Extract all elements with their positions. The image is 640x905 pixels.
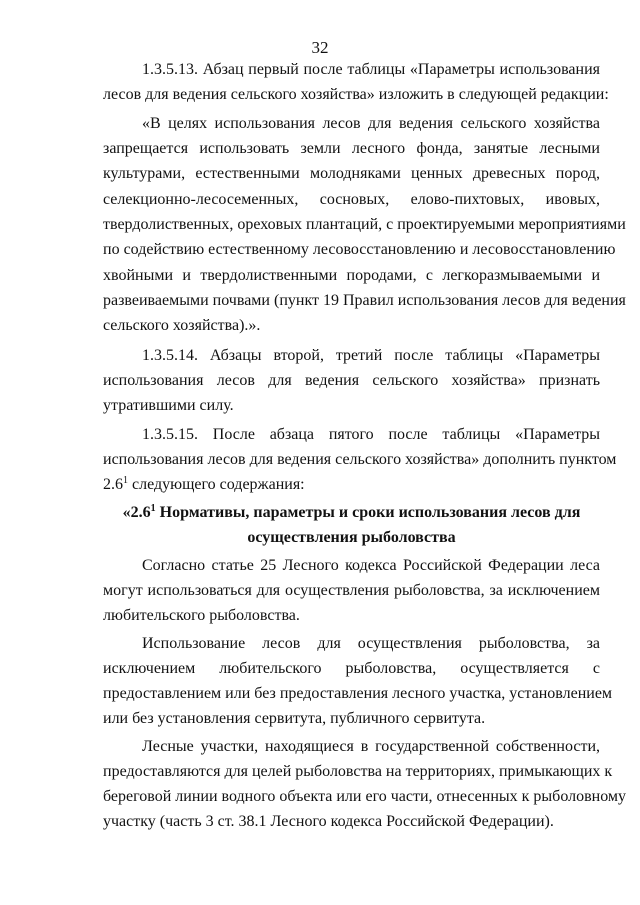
text-line: селекционно-лесосеменных, сосновых, елово-пихтовых, ивовых, [103,191,600,208]
text-line: 1.3.5.14. Абзацы второй, третий после таблицы «Параметры [142,347,600,364]
section-heading [103,503,600,523]
text-line: сельского хозяйства).». [103,317,261,334]
point-number: 2.6 [103,476,123,493]
heading-number: «2.6 [122,504,151,521]
text-line: развеиваемыми почвами (пункт 19 Правил использования лесов для ведения [103,292,626,309]
text-line: могут использоваться для осуществления рыболовства, за исключением [103,582,600,599]
text-line: предоставлением или без предоставления лесного участка, установлением [103,685,613,702]
text-line: Согласно статье 25 Лесного кодекса Российской Федерации леса [142,557,600,574]
text-line: культурами, естественными молодняками ценных древесных пород, [103,165,600,182]
text-line: по содействию естественному лесовосстановлению и лесовосстановлению [103,241,616,258]
text-line: береговой линии водного объекта или его части, отнесенных к рыболовному [103,788,627,805]
line-text: следующего содержания: [128,476,305,493]
superscript: 1 [150,503,156,514]
text-line: или без установления сервитута, публичного сервитута. [103,710,486,727]
section-heading-continued: осуществления рыболовства [247,529,456,546]
text-line: лесов для ведения сельского хозяйства» изложить в следующей редакции: [103,86,609,103]
text-line: 1.3.5.13. Абзац первый после таблицы «Параметры использования [142,61,600,78]
heading-text: Нормативы, параметры и сроки использования лесов для [155,504,581,521]
text-line: любительского рыболовства. [103,607,300,624]
text-line: запрещается использовать земли лесного фонда, занятые лесными [103,140,600,157]
text-line: участку (часть 3 ст. 38.1 Лесного кодекса Российской Федерации). [103,813,554,830]
text-line: исключением любительского рыболовства, осуществляется с [103,660,600,677]
text-line: использования лесов для ведения сельского хозяйства» признать [103,372,600,389]
text-line: твердолиственных, ореховых плантаций, с проектируемыми мероприятиями [103,216,626,233]
text-line: использования лесов для ведения сельского хозяйства» дополнить пунктом [103,451,617,468]
text-line: хвойными и твердолиственными породами, с легкоразмываемыми и [103,267,600,284]
text-line: предоставляются для целей рыболовства на территориях, примыкающих к [103,763,613,780]
superscript: 1 [123,475,128,486]
text-line: Лесные участки, находящиеся в государственной собственности, [142,738,600,755]
text-line: утратившими силу. [103,397,234,414]
text-line [103,475,600,495]
text-line: Использование лесов для осуществления рыболовства, за [142,635,600,652]
text-line: «В целях использования лесов для ведения сельского хозяйства [142,115,600,132]
text-line: 1.3.5.15. После абзаца пятого после таблицы «Параметры [142,426,600,443]
page-number: 32 [311,38,329,57]
